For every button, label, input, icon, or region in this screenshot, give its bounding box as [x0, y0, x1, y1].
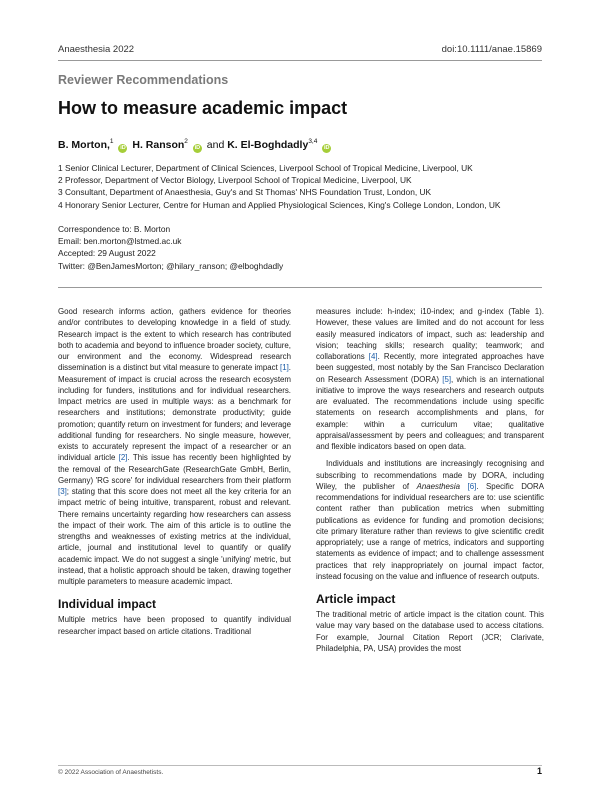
reference-link[interactable]: [1] — [280, 363, 289, 373]
right-column — [316, 306, 544, 654]
correspondence-block — [58, 223, 283, 272]
orcid-icon[interactable]: iD — [194, 145, 201, 151]
author-morton-affil: 1 — [109, 138, 114, 145]
article-impact-paragraph: The traditional metric of article impact is the citation count. This value may vary based on the database used to access citations. For example, Journal Citation Report (JCR; Clarivate, Philadelphia, PA, USA) provides the most — [316, 610, 544, 653]
doi-text[interactable]: doi:10.1111/anae.15869 — [441, 44, 542, 55]
dora-paragraph: Individuals and institutions are increasingly recognising and subscribing to recommendations made by DORA, including Wiley, the publisher of Anaesthesia [6]. Specific DORA recommendations for individual researchers are to: use scientific content rather than publication metrics when submitting publications as evidence for funding and promotion decisions; cite primary literature rather than reviews to give scientific credit appropriately; use a range of metrics, indicators and supporting statements as evidence of impact; and to challenge assessment practices that rely inappropriately on journal impact factor, instead focusing on the value and influence of research outputs. — [316, 459, 544, 581]
reference-link[interactable]: [6] — [467, 481, 477, 491]
reference-link[interactable]: [3] — [58, 487, 67, 496]
orcid-icon[interactable]: iD — [120, 145, 126, 151]
footer-divider — [58, 765, 542, 766]
journal-name: Anaesthesia 2022 — [58, 44, 135, 55]
page-number: 1 — [536, 766, 542, 776]
heading-individual-impact: Individual impact — [58, 597, 157, 612]
article-title: How to measure academic impact — [58, 98, 348, 118]
affiliation-2: 2 Professor, Department of Vector Biology, Liverpool School of Tropical Medicine, Liverpool, UK — [58, 175, 412, 186]
author-morton[interactable]: B. Morton, — [58, 139, 110, 151]
body-divider — [58, 287, 542, 288]
journal-italic: Anaesthesia — [416, 481, 461, 491]
twitter-handles[interactable]: Twitter: @BenJamesMorton; @hilary_ranson; @elboghdadly — [58, 260, 284, 271]
heading-article-impact: Article impact — [316, 592, 396, 606]
reference-link[interactable]: [4] — [368, 352, 378, 361]
author-el-boghdadly[interactable]: K. El-Boghdadly — [227, 139, 309, 151]
reference-link[interactable]: [2] — [118, 453, 128, 463]
intro-paragraph: Good research informs action, gathers evidence for theories and/or contributes to developing knowledge in a field of study. Research impact is the extent to which research has contributed both to academia and beyond to influence broader society, culture, our environment and the economy. Widespread research dissemination is a distinct but vital measure to generate impact [1]. Measurement of impact is crucial across the research ecosystem including for funders, institutions and for individual researchers. Impact metrics are used in multiple ways: as a benchmark for researchers and institutions; demonstrate productivity; guide promotion; quantify return on investment for funders; and leverage additional funding for researchers. No single measure, however, exists to accurately represent the impact of a researcher or an individual article [2]. This issue has recently been highlighted by the removal of the ResearchGate (ResearchGate GmbH, Berlin, Germany) 'RG score' for individual researchers from their platform [3]; stating that this score does not meet all the key criteria for an impact metric of being intuitive, transparent, robust and relevant. There remains uncertainty regarding how researchers can assess the impact of their work. The aim of this article is to outline the strengths and weaknesses of existing metrics at the individual, article, journal and institutional level to quantify or qualify academic impact. We do not suggest a single 'unifying' metric, but instead, that a holistic approach should be taken, drawing together multiple parameters to measure academic impact. — [58, 307, 291, 586]
correspondence-author: Correspondence to: B. Morton — [58, 224, 171, 234]
individual-impact-paragraph: Multiple metrics have been proposed to quantify individual researcher impact based on article citations. Traditional — [58, 615, 291, 636]
affiliation-1: 1 Senior Clinical Lecturer, Department of Clinical Sciences, Liverpool School of Tropical Medicine, Liverpool, UK — [58, 163, 473, 173]
accepted-date: Accepted: 29 August 2022 — [58, 248, 156, 259]
metrics-paragraph: measures include: h-index; i10-index; and g-index (Table 1). However, these values are limited and do not account for less easily measured indicators of impact, such as: leadership and vision; teaching skills; research quality; teamwork; and collaborations [4]. Recently, more integrated approaches have been suggested, most notably by the San Francisco Declaration on Research Assessment (DORA) [5], which is an international initiative to improve the ways researchers and research outputs are evaluated. The recommendations include using specific statements on research accomplishments and plans, for example: within a curriculum vitae; qualitative appraisal/assessment by peers and colleagues; and transparent and flexible indicators based on open data. — [316, 307, 544, 451]
correspondence-email[interactable]: Email: ben.morton@lstmed.ac.uk — [58, 236, 182, 247]
left-column — [58, 306, 291, 637]
affiliations — [58, 162, 500, 211]
author-list — [58, 138, 333, 153]
author-el-boghdadly-affil: 3,4 — [308, 138, 318, 145]
author-ranson[interactable]: H. Ranson — [132, 139, 185, 151]
affiliation-4: 4 Honorary Senior Lecturer, Centre for Human and Applied Physiological Sciences, King's College London, London, UK — [58, 199, 501, 210]
section-label: Reviewer Recommendations — [58, 73, 229, 87]
author-conjunction: and — [206, 139, 225, 151]
affiliation-3: 3 Consultant, Department of Anaesthesia, Guy's and St Thomas' NHS Foundation Trust, London, UK — [58, 187, 432, 198]
copyright-notice: © 2022 Association of Anaesthetists. — [58, 769, 164, 776]
author-ranson-affil: 2 — [184, 138, 188, 145]
header-divider — [58, 60, 542, 61]
reference-link[interactable]: [5] — [442, 374, 452, 384]
orcid-icon[interactable]: iD — [324, 145, 330, 151]
